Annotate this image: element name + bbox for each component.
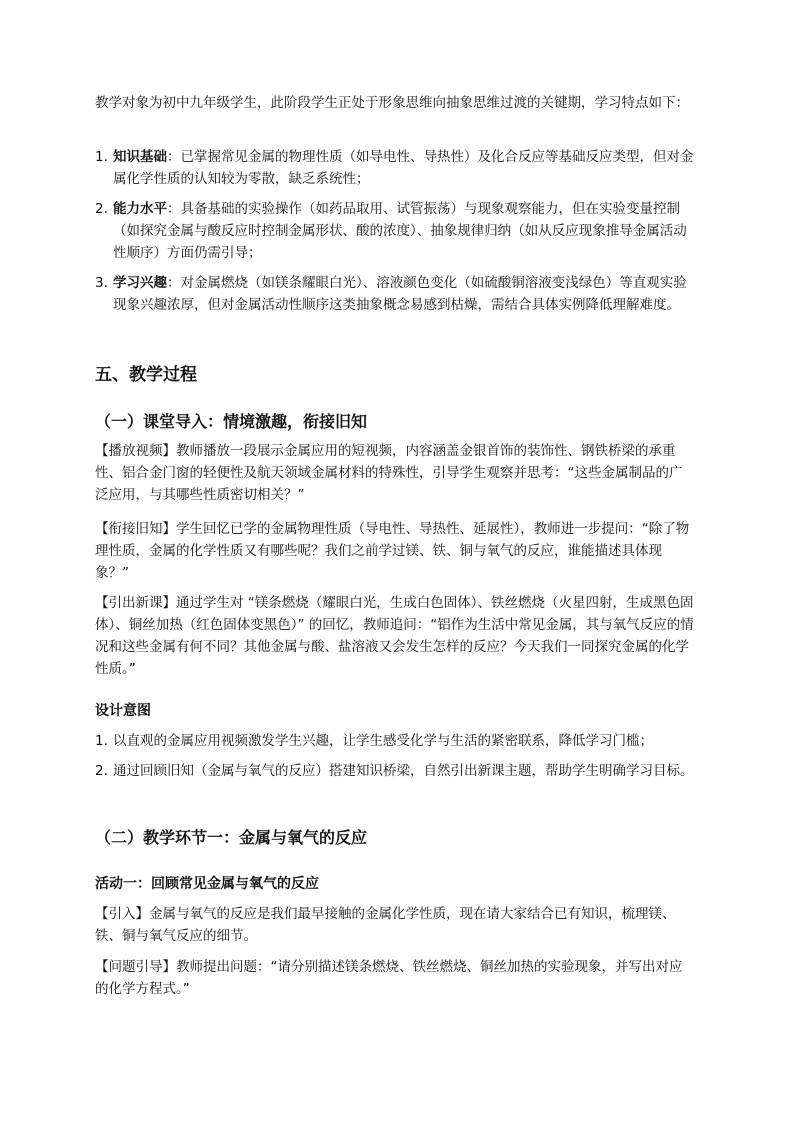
- trait-text: 对金属燃烧（如镁条耀眼白光）、溶液颜色变化（如硫酸铜溶液变浅绿色）等直观实验现象兴趣浓厚，但对金属活动性顺序这类抽象概念易感到枯燥，需结合具体实例降低理解难度。: [113, 275, 687, 313]
- paragraph-introduction: 【引入】金属与氧气的反应是我们最早接触的金属化学性质，现在请大家结合已有知识，梳理镁、铁、铜与氧气反应的细节。: [95, 906, 676, 944]
- design-intent-list: [95, 730, 695, 782]
- list-number: 3.: [95, 275, 108, 291]
- activity-title: 活动一：回顾常见金属与氧气的反应: [95, 876, 319, 892]
- trait-separator: ：: [167, 275, 181, 291]
- design-intent-title: 设计意图: [95, 703, 151, 719]
- paragraph-link-old-knowledge: 【衔接旧知】学生回忆已学的金属物理性质（导电性、导热性、延展性），教师进一步提问：“除了物理性质，金属的化学性质又有哪些呢？我们之前学过镁、铁、铜与氧气的反应，谁能描述具体现象？”: [95, 521, 690, 581]
- paragraph-introduce-new-lesson: 【引出新课】通过学生对 “镁条燃烧（耀眼白光，生成白色固体）、铁丝燃烧（火星四射，生成黑色固体）、铜丝加热（红色固体变黑色）” 的回忆，教师追问：“铝作为生活中常见金属，其与氧气反应的情况和这些金属有何不同？其他金属与酸、盐溶液又会发生怎样的反应？今天我们一同探究金属的化学性质。”: [95, 595, 694, 677]
- list-item: [95, 272, 695, 316]
- student-traits-list: [95, 146, 695, 316]
- paragraph-question-guide: 【问题引导】教师提出问题：“请分别描述镁条燃烧、铁丝燃烧、铜丝加热的实验现象，并写出对应的化学方程式。”: [95, 959, 683, 997]
- list-number: 2.: [95, 763, 108, 779]
- list-number: 1.: [95, 149, 108, 165]
- trait-text: 已掌握常见金属的物理性质（如导电性、导热性）及化合反应等基础反应类型，但对金属化学性质的认知较为零散，缺乏系统性；: [113, 149, 694, 187]
- part2-title: （二）教学环节一：金属与氧气的反应: [95, 828, 368, 847]
- list-item: [95, 760, 695, 782]
- list-item: [95, 730, 695, 752]
- trait-label: 能力水平: [113, 201, 167, 217]
- list-number: 2.: [95, 201, 108, 217]
- list-item: [95, 198, 695, 264]
- trait-text: 具备基础的实验操作（如药品取用、试管振荡）与现象观察能力，但在实验变量控制（如探究金属与酸反应时控制金属形状、酸的浓度）、抽象规律归纳（如从反应现象推导金属活动性顺序）方面仍需引导；: [113, 201, 687, 261]
- design-item-text: 以直观的金属应用视频激发学生兴趣，让学生感受化学与生活的紧密联系，降低学习门槛；: [113, 733, 653, 749]
- paragraph-play-video: 【播放视频】教师播放一段展示金属应用的短视频，内容涵盖金银首饰的装饰性、钢铁桥梁的承重性、铝合金门窗的轻便性及航天领域金属材料的特殊性，引导学生观察并思考：“这些金属制品的广泛应用，与其哪些性质密切相关？”: [95, 443, 683, 503]
- section-title: 五、教学过程: [95, 365, 197, 385]
- intro-paragraph: 教学对象为初中九年级学生，此阶段学生正处于形象思维向抽象思维过渡的关键期，学习特点如下：: [95, 95, 689, 111]
- list-item: [95, 146, 695, 190]
- trait-label: 知识基础: [113, 149, 167, 165]
- trait-label: 学习兴趣: [113, 275, 167, 291]
- design-item-text: 通过回顾旧知（金属与氧气的反应）搭建知识桥梁，自然引出新课主题，帮助学生明确学习目标。: [113, 763, 694, 779]
- trait-separator: ：: [167, 201, 181, 217]
- part1-title: （一）课堂导入：情境激趣，衔接旧知: [95, 412, 368, 431]
- list-number: 1.: [95, 733, 108, 749]
- trait-separator: ：: [167, 149, 181, 165]
